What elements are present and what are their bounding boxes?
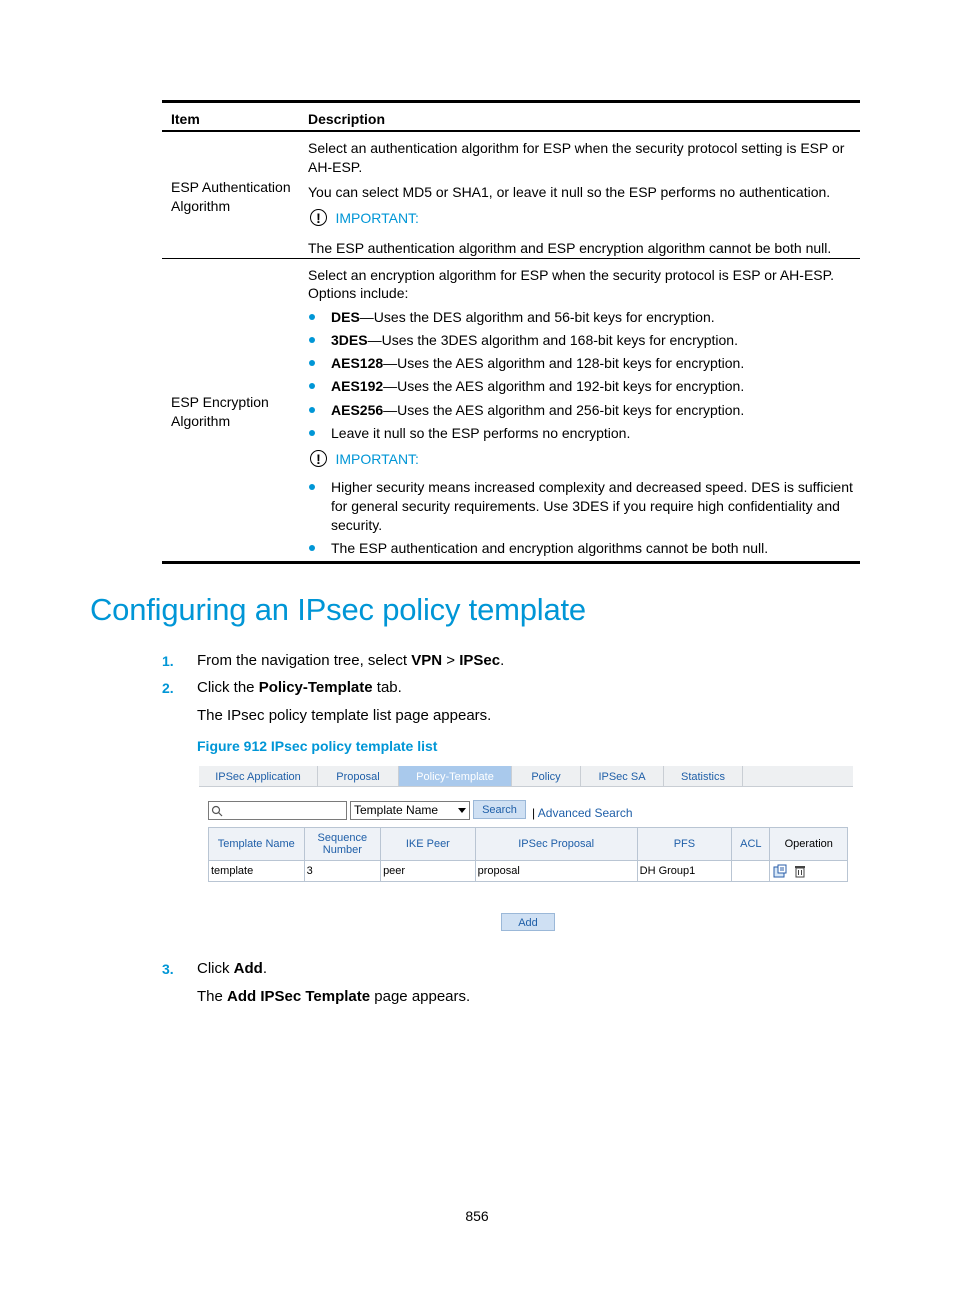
option-text: Leave it null so the ESP performs no encryption. [331, 425, 631, 441]
step-2 [197, 679, 402, 696]
step-text: . [262, 960, 268, 977]
add-button[interactable]: Add [501, 913, 555, 931]
option-text: —Uses the AES algorithm and 256-bit keys for encryption. [383, 402, 745, 418]
option-term: AES192 [331, 378, 384, 394]
row1-important-text: The ESP authentication algorithm and ESP encryption algorithm cannot be both null. [308, 240, 832, 256]
important-note-2 [310, 450, 419, 469]
bullet [309, 484, 315, 490]
option-text: —Uses the DES algorithm and 56-bit keys for encryption. [359, 309, 715, 325]
step-text: . [500, 652, 505, 669]
row2-item-line: ESP Encryption [171, 394, 269, 410]
step-text-bold: Add IPSec Template [227, 988, 371, 1005]
option-text: —Uses the AES algorithm and 192-bit keys for encryption. [383, 378, 745, 394]
step-text-bold: VPN [411, 652, 443, 669]
option-term: DES [331, 309, 360, 325]
search-field-select[interactable] [350, 801, 470, 820]
row1-item [171, 178, 291, 216]
ipsec-policy-template-screenshot [199, 764, 853, 936]
step-text: page appears. [370, 988, 471, 1005]
step-text-bold: IPSec [459, 652, 501, 669]
header-item: Item [171, 111, 200, 127]
option-term: 3DES [331, 332, 368, 348]
col-sequence-number[interactable] [304, 828, 380, 861]
note1-line: Higher security means increased complexity and decreased speed. DES is sufficient [331, 479, 853, 495]
important-label: IMPORTANT: [335, 210, 419, 226]
col-ike-peer[interactable]: IKE Peer [381, 828, 476, 861]
step-text: Click [197, 960, 234, 977]
cell-operation [770, 861, 848, 882]
note1-line: for general security requirements. Use 3DES if you require high confidentiality and [331, 498, 840, 514]
template-table [208, 827, 848, 882]
tab-statistics[interactable]: Statistics [664, 766, 743, 786]
col-pfs[interactable]: PFS [637, 828, 732, 861]
step-3-result [197, 988, 470, 1005]
tab-proposal[interactable]: Proposal [318, 766, 399, 786]
encryption-option [331, 401, 744, 420]
bullet [309, 407, 315, 413]
figure-caption: Figure 912 IPsec policy template list [197, 738, 438, 754]
row-divider [162, 258, 860, 259]
step-2-result: The IPsec policy template list page appears. [197, 707, 492, 724]
warning-icon: ! [310, 209, 327, 226]
bullet [309, 314, 315, 320]
edit-icon[interactable] [773, 864, 787, 878]
row2-intro-line: Options include: [308, 285, 409, 301]
tab-bar [199, 766, 853, 787]
col-operation: Operation [770, 828, 848, 861]
table-row [209, 861, 848, 882]
delete-icon[interactable] [794, 864, 806, 878]
step-text: The [197, 988, 228, 1005]
step-text: Click the [197, 679, 259, 696]
row1-desc-line: AH-ESP. [308, 159, 363, 175]
tab-policy-template[interactable]: Policy-Template [399, 766, 512, 786]
warning-icon: ! [310, 450, 327, 467]
cell-sequence-number: 3 [304, 861, 380, 882]
step-text-bold: Add [233, 960, 263, 977]
step-text: From the navigation tree, select [197, 652, 412, 669]
step-1 [197, 652, 504, 669]
note2: The ESP authentication and encryption algorithms cannot be both null. [331, 540, 769, 556]
step-text: > [442, 652, 460, 669]
header-rule [162, 130, 860, 132]
table-bottom-rule [162, 561, 860, 564]
step-text: tab. [372, 679, 402, 696]
encryption-option [331, 424, 630, 443]
tab-ipsec-sa[interactable]: IPSec SA [581, 766, 664, 786]
encryption-option [331, 354, 744, 373]
search-icon [211, 805, 223, 817]
important-label: IMPORTANT: [335, 451, 419, 467]
cell-pfs: DH Group1 [637, 861, 732, 882]
encryption-option [331, 331, 738, 350]
bullet [309, 430, 315, 436]
cell-ipsec-proposal: proposal [475, 861, 637, 882]
section-title: Configuring an IPsec policy template [90, 592, 586, 627]
encryption-option [331, 377, 744, 396]
step-3 [197, 960, 267, 977]
cell-acl [732, 861, 770, 882]
search-field-value: Template Name [354, 803, 439, 817]
row2-item [171, 393, 269, 431]
row2-intro-line: Select an encryption algorithm for ESP when the security protocol is ESP or AH-ESP. [308, 267, 835, 283]
cell-template-name: template [209, 861, 305, 882]
col-sequence-number-label: Sequence Number [317, 832, 368, 856]
encryption-option [331, 308, 715, 327]
search-input[interactable] [208, 801, 347, 820]
bullet [309, 360, 315, 366]
col-acl[interactable]: ACL [732, 828, 770, 861]
table-top-rule [162, 100, 860, 103]
step-text-bold: Policy-Template [258, 679, 373, 696]
cell-ike-peer: peer [381, 861, 476, 882]
tab-policy[interactable]: Policy [512, 766, 581, 786]
bullet [309, 383, 315, 389]
search-button[interactable]: Search [473, 800, 526, 819]
advanced-search-link[interactable] [532, 806, 633, 820]
bullet [309, 545, 315, 551]
important-note-1 [310, 209, 419, 228]
step-number: 2. [162, 680, 174, 696]
header-description: Description [308, 111, 386, 127]
row1-item-line: ESP Authentication [171, 179, 291, 195]
option-term: AES256 [331, 402, 384, 418]
option-term: AES128 [331, 355, 384, 371]
row2-item-line: Algorithm [171, 413, 231, 429]
note1-line: security. [331, 517, 383, 533]
col-template-name[interactable]: Template Name [209, 828, 305, 861]
advanced-search-label: Advanced Search [537, 806, 633, 820]
chevron-down-icon [458, 808, 466, 813]
step-number: 1. [162, 653, 174, 669]
separator: | [532, 806, 536, 820]
tab-ipsec-application[interactable]: IPSec Application [199, 766, 318, 786]
step-number: 3. [162, 961, 174, 977]
bullet [309, 337, 315, 343]
page-number: 856 [465, 1208, 489, 1224]
col-ipsec-proposal[interactable]: IPSec Proposal [475, 828, 637, 861]
row1-desc-line: You can select MD5 or SHA1, or leave it null so the ESP performs no authentication. [308, 184, 831, 200]
row1-item-line: Algorithm [171, 198, 231, 214]
row1-desc-line: Select an authentication algorithm for ESP when the security protocol setting is ESP or [308, 140, 845, 156]
option-text: —Uses the AES algorithm and 128-bit keys for encryption. [383, 355, 745, 371]
option-text: —Uses the 3DES algorithm and 168-bit keys for encryption. [367, 332, 738, 348]
